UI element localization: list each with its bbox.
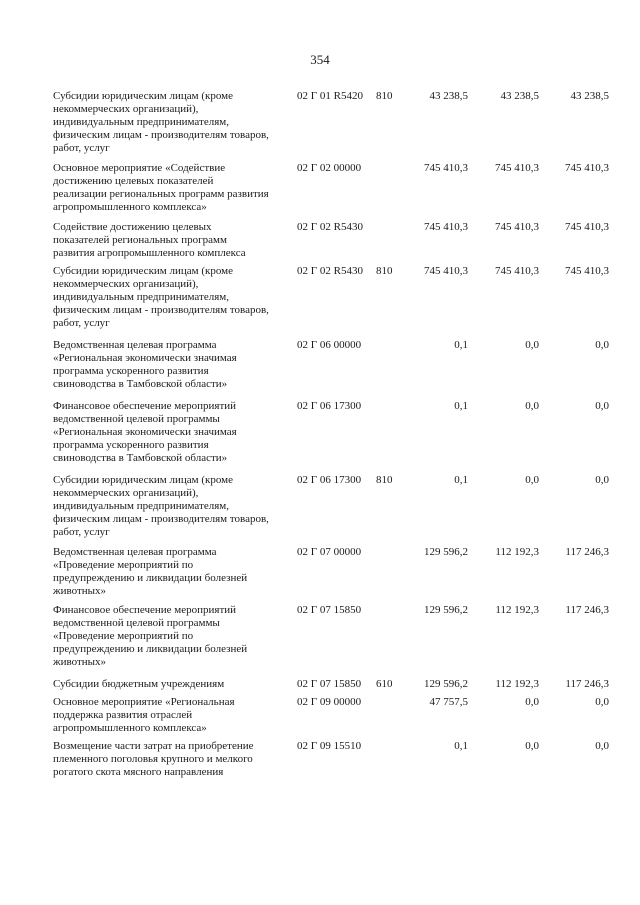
row-code: 02 Г 09 15510 [297, 740, 362, 752]
row-expense-type: 810 [376, 474, 393, 486]
row-value-2: 0,0 [525, 696, 539, 708]
row-value-2: 0,0 [525, 400, 539, 412]
row-expense-type: 610 [376, 678, 393, 690]
row-code: 02 Г 06 00000 [297, 339, 362, 351]
row-value-1: 43 238,5 [429, 90, 468, 102]
row-value-1: 129 596,2 [424, 678, 468, 690]
row-code: 02 Г 06 17300 [297, 400, 362, 412]
row-value-1: 745 410,3 [424, 221, 468, 233]
row-value-3: 0,0 [595, 474, 609, 486]
row-name: Возмещение части затрат на приобретение племенного поголовья крупного и мелкого рогатого скота мясного направления [53, 740, 254, 778]
row-expense-type: 810 [376, 90, 393, 102]
row-name: Основное мероприятие «Региональная поддержка развития отраслей агропромышленного комплекса» [53, 696, 235, 734]
row-value-2: 112 192,3 [495, 678, 539, 690]
row-value-1: 47 757,5 [429, 696, 468, 708]
row-value-2: 0,0 [525, 740, 539, 752]
row-value-1: 0,1 [454, 740, 468, 752]
row-value-1: 745 410,3 [424, 162, 468, 174]
row-value-1: 0,1 [454, 400, 468, 412]
row-value-3: 117 246,3 [565, 604, 609, 616]
row-expense-type: 810 [376, 265, 393, 277]
row-name: Ведомственная целевая программа «Региональная экономически значимая программа ускоренного развития свиноводства в Тамбовской области» [53, 339, 237, 390]
page-number: 354 [310, 52, 330, 67]
row-value-1: 0,1 [454, 474, 468, 486]
row-name: Субсидии юридическим лицам (кроме некоммерческих организаций), индивидуальным предпринимателям, физическим лицам - производителям товаров, работ, услуг [53, 90, 269, 154]
row-value-1: 129 596,2 [424, 604, 468, 616]
row-value-2: 0,0 [525, 339, 539, 351]
row-code: 02 Г 02 R5430 [297, 265, 363, 277]
row-value-3: 117 246,3 [565, 678, 609, 690]
row-value-2: 112 192,3 [495, 546, 539, 558]
row-value-1: 129 596,2 [424, 546, 468, 558]
row-name: Финансовое обеспечение мероприятий ведомственной целевой программы «Региональная экономически значимая программа ускоренного развития свиноводства в Тамбовской области» [53, 400, 237, 464]
row-name: Субсидии юридическим лицам (кроме некоммерческих организаций), индивидуальным предпринимателям, физическим лицам - производителям товаров, работ, услуг [53, 474, 269, 538]
row-code: 02 Г 07 15850 [297, 678, 362, 690]
row-code: 02 Г 02 R5430 [297, 221, 363, 233]
row-value-3: 0,0 [595, 400, 609, 412]
row-name: Содействие достижению целевых показателей региональных программ развития агропромышленного комплекса [53, 221, 246, 259]
row-value-2: 0,0 [525, 474, 539, 486]
row-name: Субсидии бюджетным учреждениям [53, 678, 225, 690]
row-value-1: 0,1 [454, 339, 468, 351]
row-value-3: 117 246,3 [565, 546, 609, 558]
row-name: Субсидии юридическим лицам (кроме некоммерческих организаций), индивидуальным предпринимателям, физическим лицам - производителям товаров, работ, услуг [53, 265, 269, 329]
row-value-2: 745 410,3 [495, 162, 539, 174]
row-value-2: 43 238,5 [500, 90, 539, 102]
row-value-1: 745 410,3 [424, 265, 468, 277]
row-value-2: 745 410,3 [495, 265, 539, 277]
row-value-3: 0,0 [595, 339, 609, 351]
row-name: Ведомственная целевая программа «Проведение мероприятий по предупреждению и ликвидации болезней животных» [53, 546, 248, 597]
row-value-3: 745 410,3 [565, 221, 609, 233]
row-code: 02 Г 09 00000 [297, 696, 362, 708]
row-code: 02 Г 07 15850 [297, 604, 362, 616]
row-code: 02 Г 02 00000 [297, 162, 362, 174]
row-value-3: 0,0 [595, 696, 609, 708]
row-value-3: 745 410,3 [565, 162, 609, 174]
row-name: Финансовое обеспечение мероприятий ведомственной целевой программы «Проведение мероприятий по предупреждению и ликвидации болезней животных» [53, 604, 248, 668]
row-value-3: 0,0 [595, 740, 609, 752]
row-value-2: 745 410,3 [495, 221, 539, 233]
row-name: Основное мероприятие «Содействие достижению целевых показателей реализации региональных программ развития агропромышленного комплекса» [53, 162, 269, 213]
row-value-2: 112 192,3 [495, 604, 539, 616]
row-value-3: 43 238,5 [570, 90, 609, 102]
row-code: 02 Г 01 R5420 [297, 90, 363, 102]
row-code: 02 Г 06 17300 [297, 474, 362, 486]
row-code: 02 Г 07 00000 [297, 546, 362, 558]
row-value-3: 745 410,3 [565, 265, 609, 277]
